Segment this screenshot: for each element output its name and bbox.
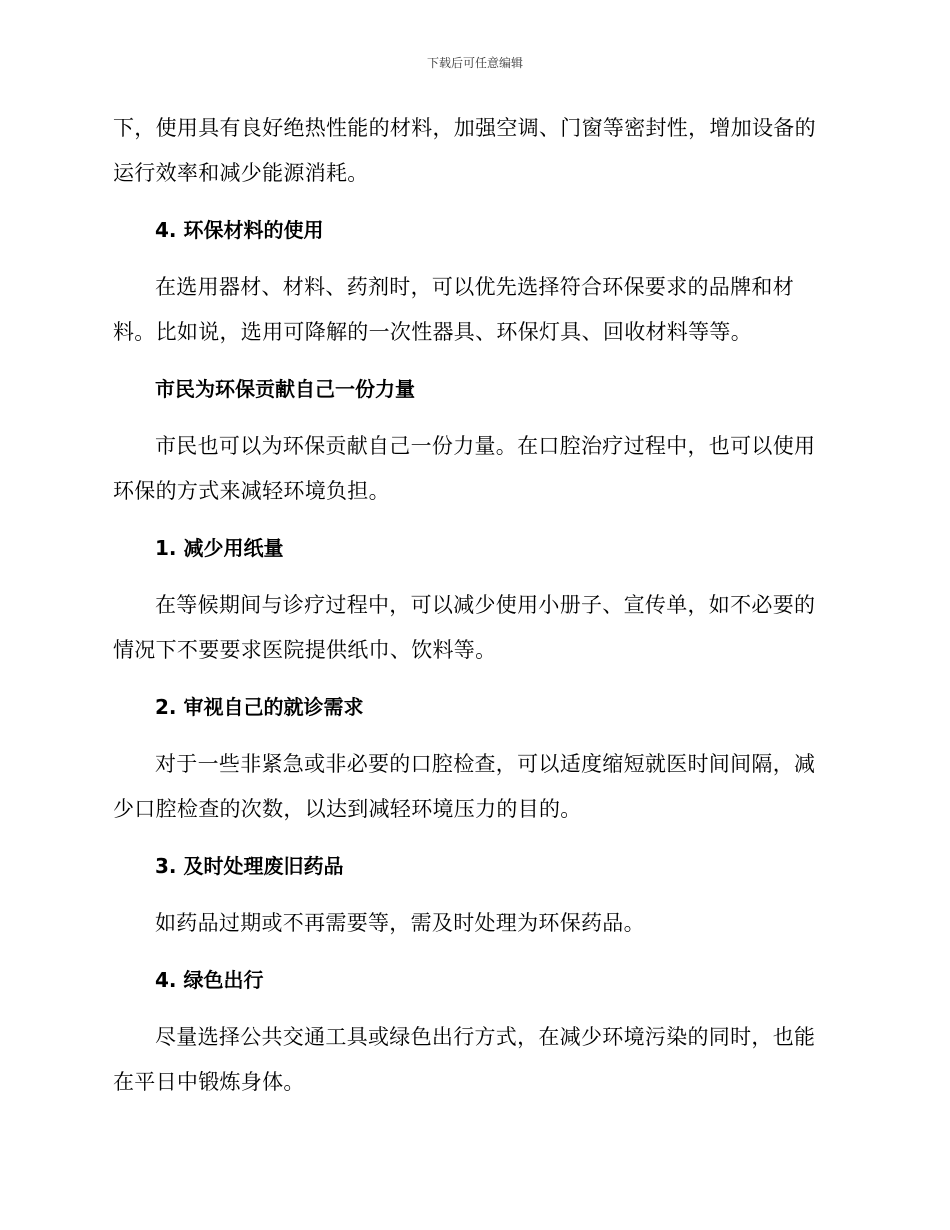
heading-citizen-contribution: 市民为环保贡献自己一份力量 xyxy=(155,377,415,401)
paragraph-citizen-contribution: 市民也可以为环保贡献自己一份力量。在口腔治疗过程中，也可以使用环保的方式来减轻环境负担。 xyxy=(113,434,816,503)
paragraph-review-needs: 对于一些非紧急或非必要的口腔检查，可以适度缩短就医时间间隔，减少口腔检查的次数，以达到减轻环境压力的目的。 xyxy=(113,752,816,821)
paragraph-reduce-paper: 在等候期间与诊疗过程中，可以减少使用小册子、宣传单，如不必要的情况下不要要求医院提供纸巾、饮料等。 xyxy=(113,593,816,662)
paragraph-dispose-medicine: 如药品过期或不再需要等，需及时处理为环保药品。 xyxy=(155,911,645,935)
heading-reduce-paper: 1. 减少用纸量 xyxy=(155,536,284,560)
heading-green-travel: 4. 绿色出行 xyxy=(155,968,264,992)
paragraph-continued: 下，使用具有良好绝热性能的材料，加强空调、门窗等密封性，增加设备的运行效率和减少能源消耗。 xyxy=(113,116,816,185)
paragraph-green-travel: 尽量选择公共交通工具或绿色出行方式，在减少环境污染的同时，也能在平日中锻炼身体。 xyxy=(113,1025,816,1094)
page-header-note: 下载后可任意编辑 xyxy=(426,56,523,70)
heading-dispose-medicine: 3. 及时处理废旧药品 xyxy=(155,854,344,878)
document-body xyxy=(113,106,833,1105)
heading-eco-materials: 4. 环保材料的使用 xyxy=(155,218,324,242)
paragraph-eco-materials: 在选用器材、材料、药剂时，可以优先选择符合环保要求的品牌和材料。比如说，选用可降解的一次性器具、环保灯具、回收材料等等。 xyxy=(113,275,794,344)
heading-review-needs: 2. 审视自己的就诊需求 xyxy=(155,695,364,719)
